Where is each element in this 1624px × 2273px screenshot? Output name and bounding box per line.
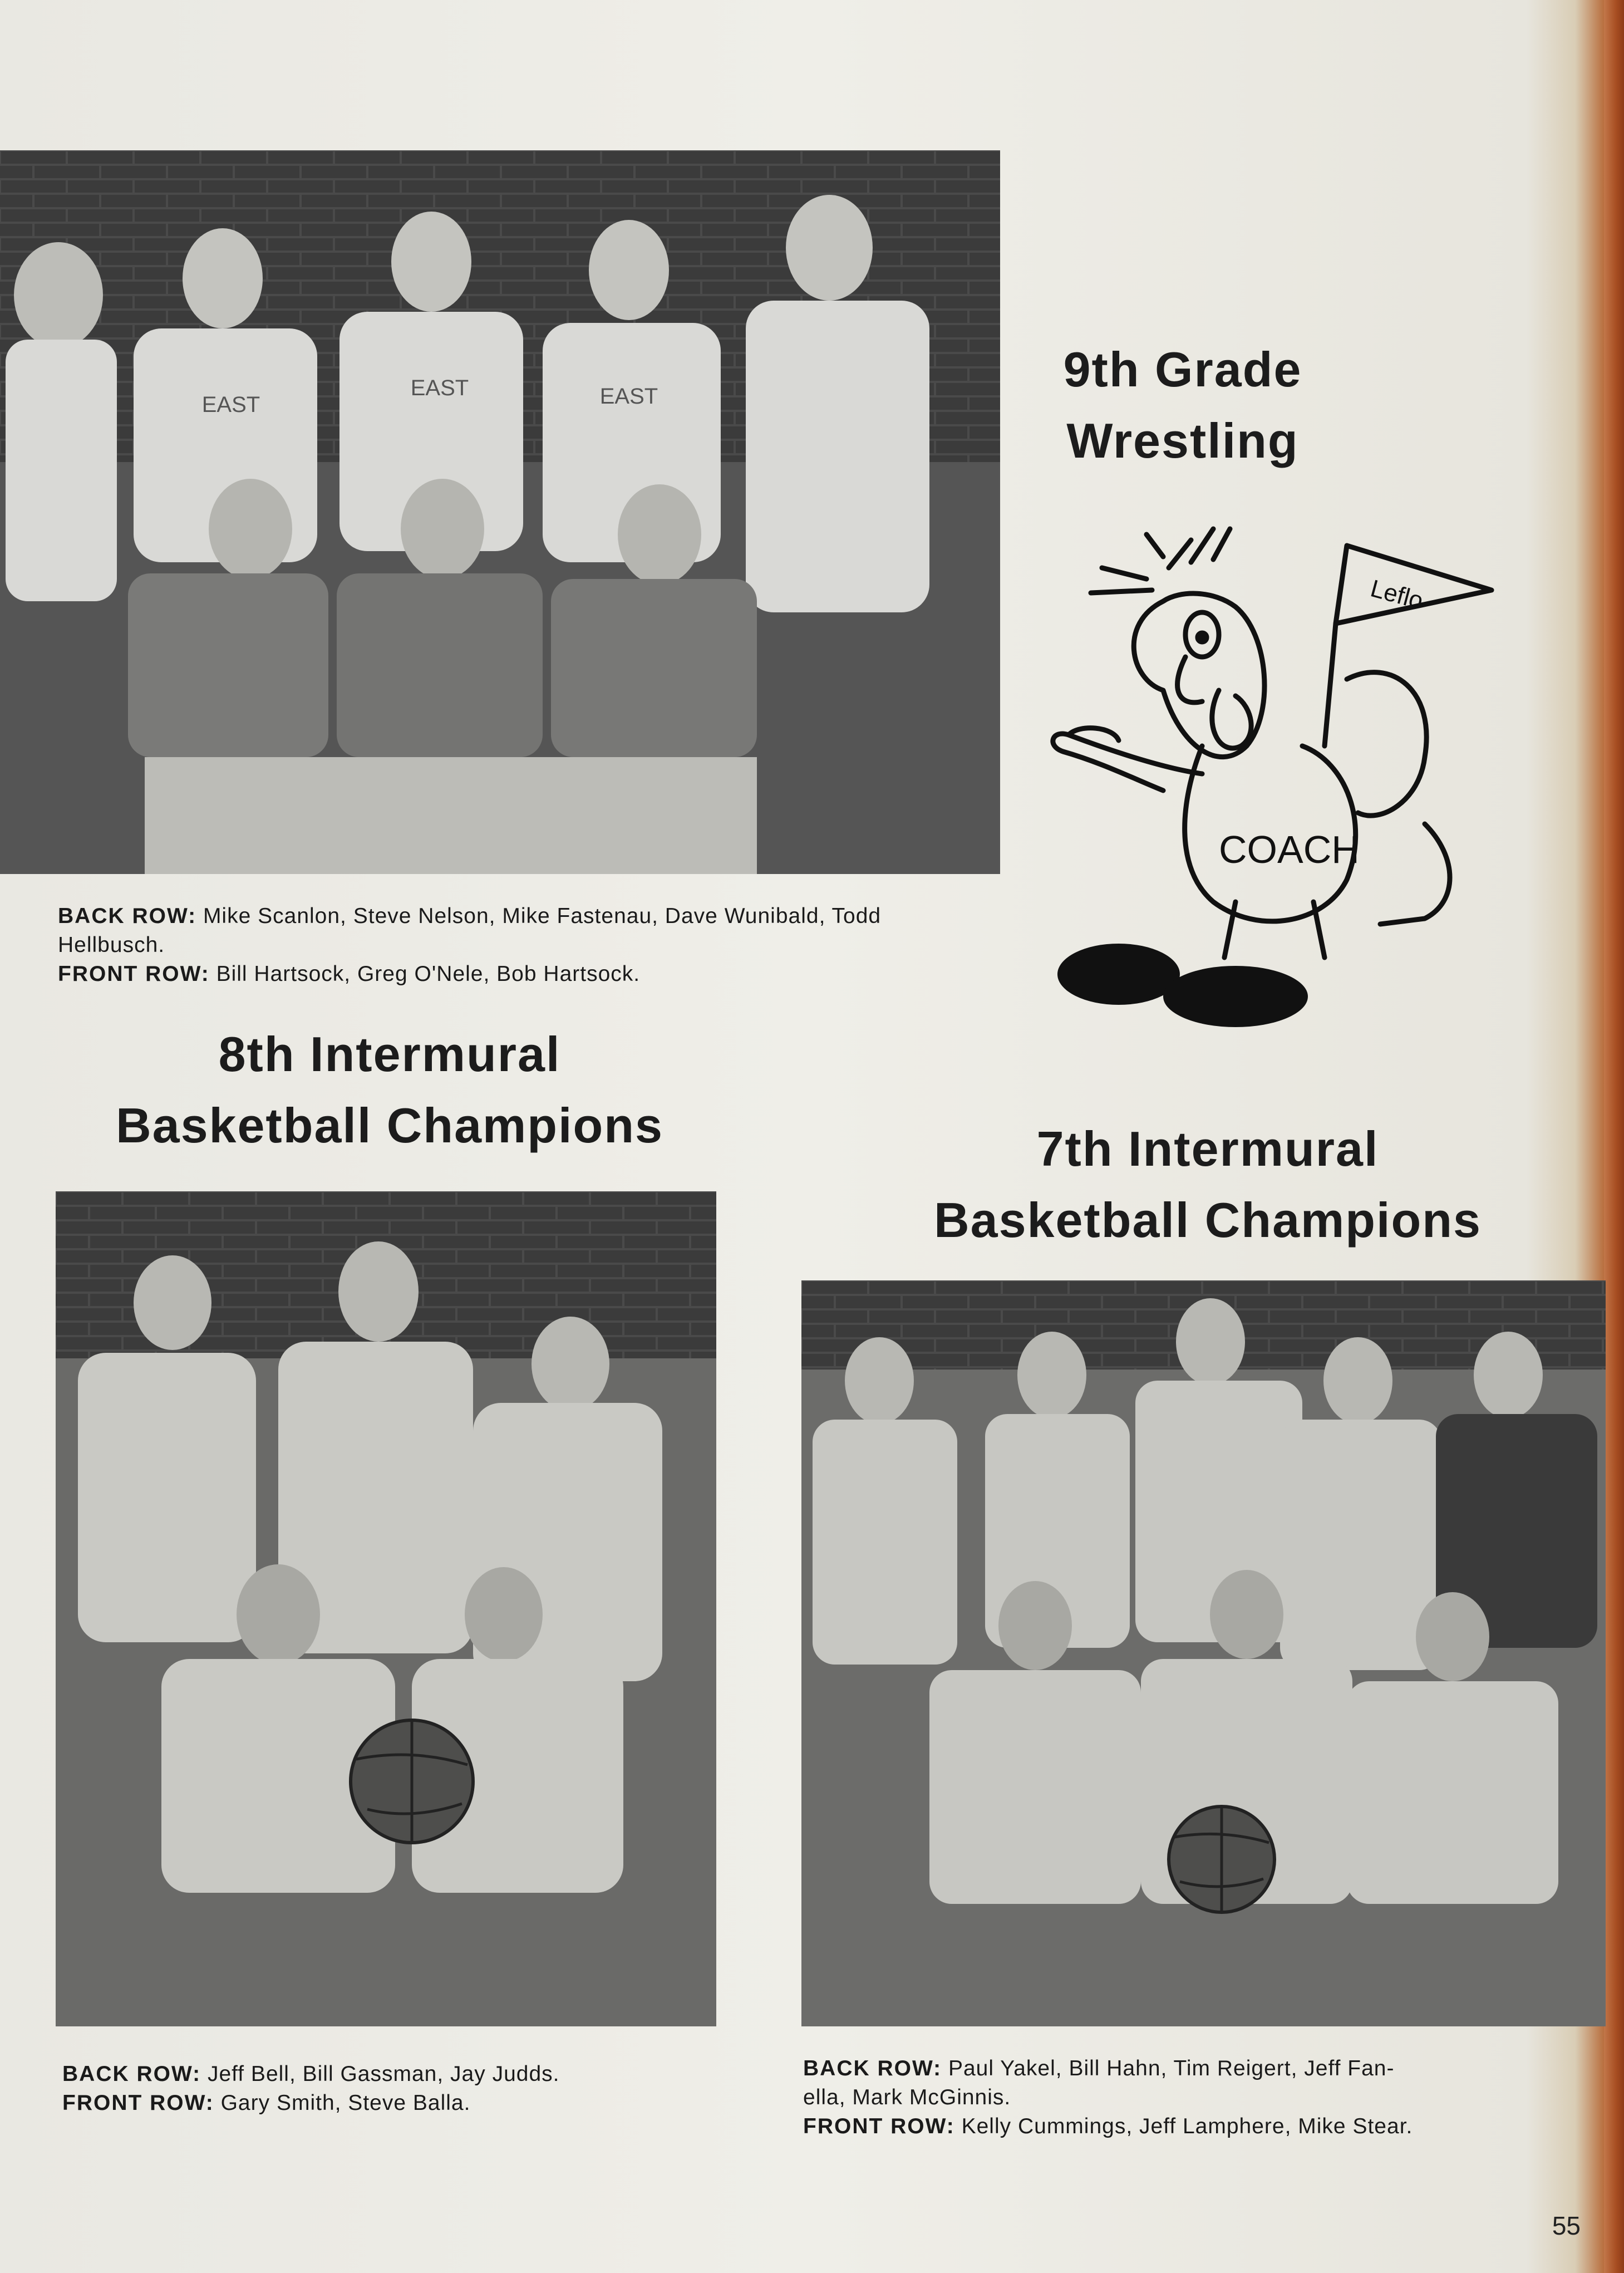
eighth-grade-heading-line2: Basketball Champions <box>116 1098 663 1153</box>
front-row-label: FRONT ROW: <box>62 2091 214 2115</box>
seventh-grade-team-photo <box>801 1280 1606 2026</box>
wrestling-front-row <box>58 960 1004 989</box>
front-row-names: Bill Hartsock, Greg O'Nele, Bob Hartsock. <box>216 962 641 986</box>
eighth-grade-heading-line1: 8th Intermural <box>218 1027 561 1082</box>
back-row-names: Mike Scanlon, Steve Nelson, Mike Fastenau, Dave Wunibald, Todd <box>203 904 882 928</box>
back-row-label: BACK ROW: <box>58 904 197 928</box>
front-row-label: FRONT ROW: <box>58 962 210 986</box>
seventh-grade-heading <box>874 1113 1542 1256</box>
seventh-grade-photo-image <box>801 1280 1606 2026</box>
back-row-label: BACK ROW: <box>62 2062 201 2086</box>
wrestling-back-row <box>58 902 1004 931</box>
front-row-names: Kelly Cummings, Jeff Lamphere, Mike Stear. <box>961 2114 1413 2138</box>
eighth-grade-photo-image <box>56 1191 716 2026</box>
seventh-grade-caption <box>803 2054 1527 2141</box>
coach-cartoon <box>1035 512 1553 1047</box>
page-number: 55 <box>1552 2211 1581 2240</box>
book-cover-edge <box>1604 0 1624 2273</box>
front-row-label: FRONT ROW: <box>803 2114 955 2138</box>
eighth-grade-team-photo <box>56 1191 716 2026</box>
eighth-grade-front-row <box>62 2089 719 2118</box>
eighth-grade-heading <box>61 1019 718 1161</box>
wrestling-team-photo <box>0 150 1000 874</box>
eighth-grade-back-row <box>62 2060 719 2089</box>
coach-flag-text: Leflo <box>1367 575 1426 615</box>
wrestling-heading-line2: Wrestling <box>1066 413 1299 468</box>
seventh-grade-back-row <box>803 2054 1527 2083</box>
back-row-names: Jeff Bell, Bill Gassman, Jay Judds. <box>207 2062 560 2086</box>
seventh-grade-heading-line2: Basketball Champions <box>934 1192 1482 1248</box>
wrestling-heading <box>1035 334 1330 477</box>
back-row-names-continued: ella, Mark McGinnis. <box>803 2085 1011 2109</box>
coach-shirt-text: COACH <box>1219 828 1360 871</box>
back-row-label: BACK ROW: <box>803 2056 942 2080</box>
eighth-grade-caption <box>62 2060 719 2118</box>
front-row-names: Gary Smith, Steve Balla. <box>220 2091 471 2115</box>
seventh-grade-heading-line1: 7th Intermural <box>1036 1121 1379 1176</box>
svg-text:EAST: EAST <box>410 376 469 400</box>
seventh-grade-front-row <box>803 2112 1527 2141</box>
back-row-names: Paul Yakel, Bill Hahn, Tim Reigert, Jeff Fan- <box>948 2056 1395 2080</box>
back-row-names-continued: Hellbusch. <box>58 933 165 957</box>
wrestling-caption <box>58 902 1004 989</box>
wrestling-heading-line1: 9th Grade <box>1063 342 1302 397</box>
svg-text:EAST: EAST <box>599 384 658 409</box>
wrestling-photo-image <box>0 150 1000 874</box>
svg-text:EAST: EAST <box>201 392 260 417</box>
